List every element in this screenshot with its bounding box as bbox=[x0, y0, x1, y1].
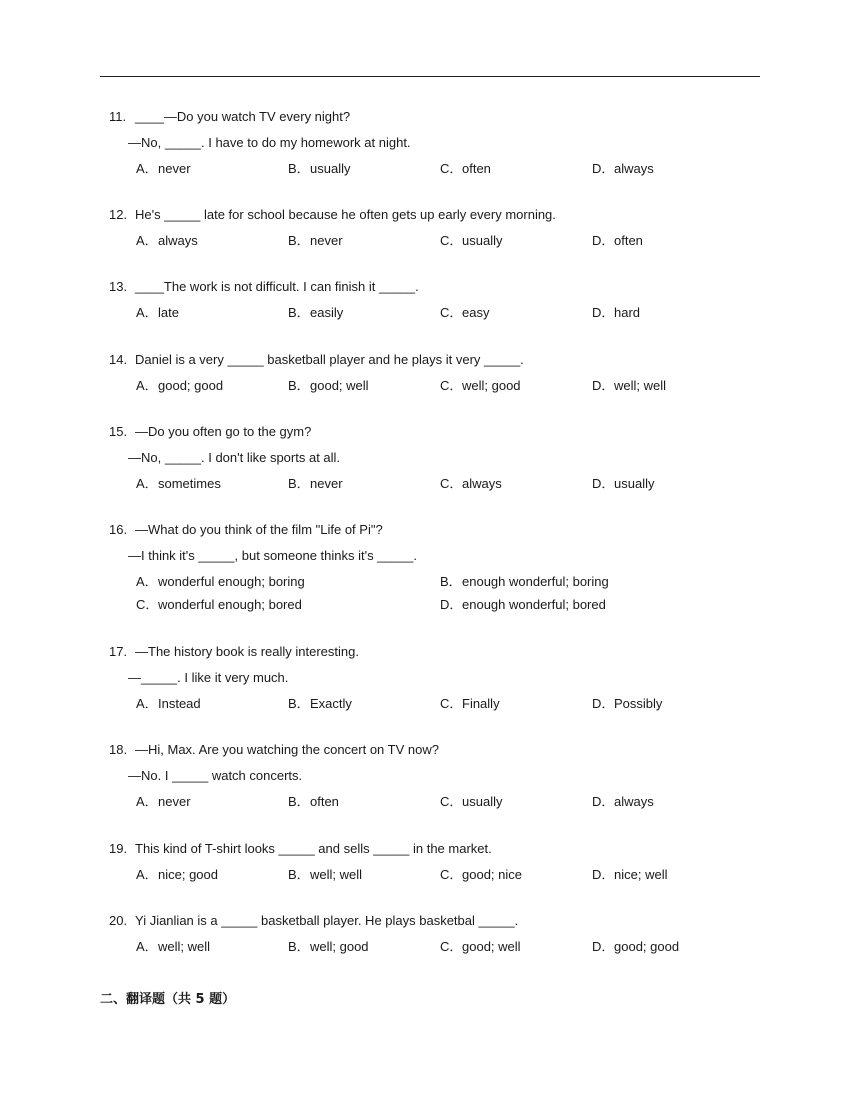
option-text: enough wonderful; bored bbox=[462, 597, 606, 612]
option-letter: D． bbox=[592, 867, 615, 882]
question-stem: ____The work is not difficult. I can finish it _____. bbox=[135, 279, 419, 294]
option-b[interactable] bbox=[288, 938, 369, 956]
option-letter: C． bbox=[136, 597, 159, 612]
option-letter: B． bbox=[288, 867, 310, 882]
option-d[interactable] bbox=[592, 695, 662, 713]
option-b[interactable] bbox=[288, 304, 343, 322]
option-letter: B． bbox=[288, 233, 310, 248]
question-number: 13. bbox=[109, 279, 128, 294]
option-text: wonderful enough; boring bbox=[158, 574, 305, 589]
option-a[interactable] bbox=[136, 475, 221, 493]
option-letter: D． bbox=[592, 161, 615, 176]
option-text: never bbox=[158, 794, 191, 809]
option-text: well; good bbox=[310, 939, 369, 954]
option-letter: B． bbox=[288, 696, 310, 711]
option-c[interactable] bbox=[440, 377, 521, 395]
option-text: well; good bbox=[462, 378, 521, 393]
option-d[interactable] bbox=[592, 793, 654, 811]
option-b[interactable] bbox=[288, 475, 343, 493]
option-a[interactable] bbox=[136, 793, 191, 811]
option-text: enough wonderful; boring bbox=[462, 574, 609, 589]
option-letter: B． bbox=[288, 378, 310, 393]
option-a[interactable] bbox=[136, 866, 218, 884]
option-text: never bbox=[310, 476, 343, 491]
option-a[interactable] bbox=[136, 377, 223, 395]
question-reply: —_____. I like it very much. bbox=[128, 670, 289, 685]
question-stem: Yi Jianlian is a _____ basketball player. He plays basketbal _____. bbox=[135, 913, 519, 928]
option-letter: D． bbox=[592, 939, 615, 954]
question-stem: Daniel is a very _____ basketball player and he plays it very _____. bbox=[135, 352, 524, 367]
question-number: 11. bbox=[109, 109, 127, 124]
question-stem: ____—Do you watch TV every night? bbox=[135, 109, 351, 124]
option-letter: C． bbox=[440, 794, 463, 809]
option-text: good; good bbox=[158, 378, 224, 393]
header-rule bbox=[100, 76, 760, 77]
option-text: good; well bbox=[462, 939, 521, 954]
question-number: 19. bbox=[109, 841, 128, 856]
option-a[interactable] bbox=[136, 695, 201, 713]
question-number: 14. bbox=[109, 352, 128, 367]
option-letter: C． bbox=[440, 233, 463, 248]
option-text: often bbox=[462, 161, 491, 176]
option-text: Possibly bbox=[614, 696, 663, 711]
option-b[interactable] bbox=[440, 573, 609, 591]
option-letter: A． bbox=[136, 574, 158, 589]
option-letter: D． bbox=[440, 597, 463, 612]
option-letter: A． bbox=[136, 378, 158, 393]
option-b[interactable] bbox=[288, 377, 369, 395]
option-letter: C． bbox=[440, 378, 463, 393]
question-number: 15. bbox=[109, 424, 128, 439]
option-d[interactable] bbox=[592, 304, 640, 322]
option-c[interactable] bbox=[440, 475, 502, 493]
option-text: sometimes bbox=[158, 476, 221, 491]
option-text: hard bbox=[614, 305, 641, 320]
option-text: usually bbox=[614, 476, 655, 491]
option-a[interactable] bbox=[136, 938, 210, 956]
option-text: always bbox=[158, 233, 198, 248]
option-letter: C． bbox=[440, 161, 463, 176]
option-d[interactable] bbox=[592, 377, 666, 395]
option-letter: C． bbox=[440, 696, 463, 711]
option-text: Exactly bbox=[310, 696, 352, 711]
question-stem: —Do you often go to the gym? bbox=[135, 424, 312, 439]
option-d[interactable] bbox=[592, 160, 654, 178]
option-c[interactable] bbox=[136, 596, 302, 614]
option-text: usually bbox=[310, 161, 351, 176]
option-a[interactable] bbox=[136, 304, 179, 322]
option-c[interactable] bbox=[440, 160, 491, 178]
option-text: always bbox=[462, 476, 502, 491]
question-number: 20. bbox=[109, 913, 128, 928]
option-letter: B． bbox=[288, 476, 310, 491]
option-text: usually bbox=[462, 233, 503, 248]
option-letter: D． bbox=[592, 794, 615, 809]
question-stem: —Hi, Max. Are you watching the concert on TV now? bbox=[135, 742, 439, 757]
option-letter: A． bbox=[136, 233, 158, 248]
question-stem: This kind of T-shirt looks _____ and sells _____ in the market. bbox=[135, 841, 492, 856]
option-text: always bbox=[614, 794, 654, 809]
option-letter: B． bbox=[288, 305, 310, 320]
option-letter: D． bbox=[592, 233, 615, 248]
option-letter: B． bbox=[288, 939, 310, 954]
option-text: good; nice bbox=[462, 867, 522, 882]
option-letter: B． bbox=[288, 161, 310, 176]
option-text: well; well bbox=[158, 939, 211, 954]
option-b[interactable] bbox=[288, 232, 343, 250]
question-reply: —No, _____. I don't like sports at all. bbox=[128, 450, 341, 465]
option-letter: D． bbox=[592, 476, 615, 491]
option-text: good; good bbox=[614, 939, 680, 954]
option-text: easy bbox=[462, 305, 490, 320]
question-number: 18. bbox=[109, 742, 128, 757]
option-b[interactable] bbox=[288, 695, 352, 713]
option-letter: C． bbox=[440, 939, 463, 954]
option-c[interactable] bbox=[440, 232, 502, 250]
option-c[interactable] bbox=[440, 793, 502, 811]
question-reply: —No, _____. I have to do my homework at night. bbox=[128, 135, 411, 150]
option-c[interactable] bbox=[440, 938, 521, 956]
option-letter: D． bbox=[592, 696, 615, 711]
option-letter: A． bbox=[136, 161, 158, 176]
option-text: well; well bbox=[310, 867, 363, 882]
option-letter: A． bbox=[136, 794, 158, 809]
option-text: often bbox=[310, 794, 339, 809]
option-text: well; well bbox=[614, 378, 667, 393]
question-stem: —What do you think of the film "Life of Pi"? bbox=[135, 522, 383, 537]
option-letter: A． bbox=[136, 867, 158, 882]
option-c[interactable] bbox=[440, 304, 489, 322]
option-d[interactable] bbox=[592, 938, 679, 956]
option-letter: A． bbox=[136, 939, 158, 954]
option-b[interactable] bbox=[288, 793, 339, 811]
option-letter: D． bbox=[592, 305, 615, 320]
option-letter: A． bbox=[136, 305, 158, 320]
option-letter: C． bbox=[440, 476, 463, 491]
question-number: 16. bbox=[109, 522, 128, 537]
option-d[interactable] bbox=[592, 232, 643, 250]
option-text: wonderful enough; bored bbox=[158, 597, 302, 612]
option-text: late bbox=[158, 305, 179, 320]
option-text: usually bbox=[462, 794, 503, 809]
section-title: 二、翻译题（共 5 题） bbox=[100, 992, 236, 1007]
option-text: Finally bbox=[462, 696, 500, 711]
option-letter: C． bbox=[440, 867, 463, 882]
option-text: often bbox=[614, 233, 643, 248]
option-c[interactable] bbox=[440, 866, 522, 884]
option-letter: A． bbox=[136, 476, 158, 491]
option-b[interactable] bbox=[288, 866, 362, 884]
question-number: 17. bbox=[109, 644, 128, 659]
option-letter: B． bbox=[440, 574, 462, 589]
option-text: nice; good bbox=[158, 867, 218, 882]
question-number: 12. bbox=[109, 207, 128, 222]
option-text: nice; well bbox=[614, 867, 668, 882]
option-c[interactable] bbox=[440, 695, 500, 713]
option-d[interactable] bbox=[440, 596, 606, 614]
option-text: always bbox=[614, 161, 654, 176]
option-text: Instead bbox=[158, 696, 201, 711]
option-d[interactable] bbox=[592, 475, 654, 493]
option-a[interactable] bbox=[136, 573, 305, 591]
option-letter: D． bbox=[592, 378, 615, 393]
option-letter: B． bbox=[288, 794, 310, 809]
question-reply: —I think it's _____, but someone thinks it's _____. bbox=[128, 548, 417, 563]
option-text: never bbox=[310, 233, 343, 248]
option-text: never bbox=[158, 161, 191, 176]
option-letter: A． bbox=[136, 696, 158, 711]
option-text: easily bbox=[310, 305, 344, 320]
option-letter: C． bbox=[440, 305, 463, 320]
question-reply: —No. I _____ watch concerts. bbox=[128, 768, 303, 783]
question-stem: —The history book is really interesting. bbox=[135, 644, 359, 659]
option-a[interactable] bbox=[136, 160, 191, 178]
option-a[interactable] bbox=[136, 232, 198, 250]
option-d[interactable] bbox=[592, 866, 667, 884]
question-stem: He's _____ late for school because he often gets up early every morning. bbox=[135, 207, 556, 222]
option-text: good; well bbox=[310, 378, 369, 393]
option-b[interactable] bbox=[288, 160, 350, 178]
